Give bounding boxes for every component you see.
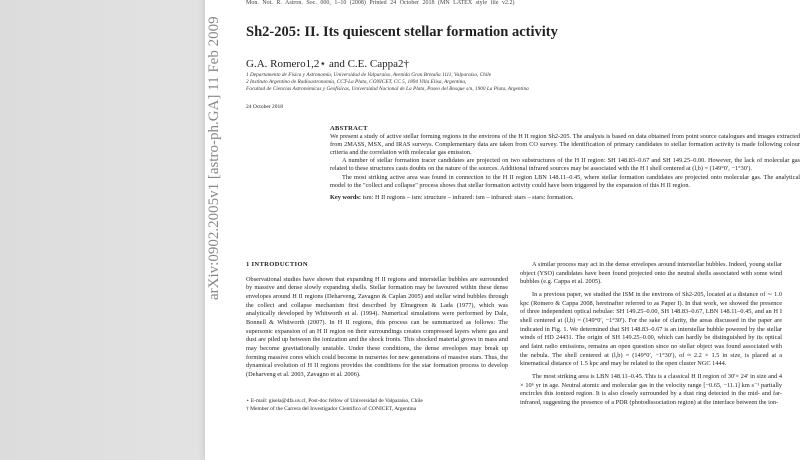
affiliation: 1 Departamento de Física y Astronomía, Universidad de Valparaíso, Avenida Gran Bretaña 1111, Valparaíso, Chile <box>246 72 492 78</box>
footnote: ⋆ E-mail: gisela@dfa.uv.cl, Post-doc fellow of Universidad de Valparaíso, Chile <box>246 398 423 404</box>
affiliation: Facultad de Ciencias Astronómicas y Geofísicas, Universidad Nacional de La Plata, Paseo del Bosque s/n, 1900 La Plata, Argentina <box>246 86 529 92</box>
body-paragraph: The most striking area is LBN 148.11–0.45. This is a classical H II region of 30′× 24′ in size and 4 × 10⁶ yr in age. Neutral atomic and molecular gas in the velocity range [−0.65, −11.1] km s⁻¹ partially encircles this ionized region. It is also closely surrounded by a dust ring detected in the mid- and far-infrared, suggesting the presence of a PDR (photodissociation region) at the interface between the ion- <box>520 372 782 406</box>
left-column <box>246 261 508 384</box>
abstract-paragraph: A number of stellar formation tracer candidates are projected on two substructures of the H II region: SH 148.83–0.67 and SH 149.25–0.00. However, the lack of molecular gas related to these structures casts doubts on the nature of the sources. Additional infrared sources may be associated with the H I shell centered at (l,b) = (149°0′, −1°30′). <box>330 157 800 173</box>
abstract-heading: ABSTRACT <box>330 125 368 132</box>
keywords-text: ism: H II regions – ism: structure – infrared: ism – infrared: stars – stars: formation. <box>362 193 574 201</box>
running-header: Mon. Not. R. Astron. Soc. 000, 1–10 (2008) Printed 24 October 2018 (MN LATEX style file v2.2) <box>246 0 515 6</box>
abstract-paragraph: We present a study of active stellar forming regions in the environs of the H II region Sh2-205. The analysis is based on data obtained from point source catalogues and images extracted from 2MASS, MSX, and IRAS surveys. Complementary data are taken from CO survey. The identification of primary candidates to stellar formation activity is made following colour criteria and the correlation with molecular gas emission. <box>330 133 800 157</box>
abstract-paragraph: The most striking active area was found in connection to the H II region LBN 148.11–0.45, where stellar formation candidates are projected onto molecular gas. The analytical model to the "collect and collapse" process shows that stellar formation activity could have been triggered by the expansion of this H II region. <box>330 173 800 189</box>
keywords <box>330 194 800 202</box>
arxiv-stamp: arXiv:0902.2005v1 [astro-ph.GA] 11 Feb 2009 <box>206 16 222 300</box>
abstract <box>330 125 800 202</box>
affiliation: 2 Instituto Argentino de Radioastronomía, CCT-La Plata, CONICET, CC 5, 1894 Villa Elisa, Argentina, <box>246 79 467 85</box>
body-paragraph: A similar process may act in the dense envelopes around interstellar bubbles. Indeed, young stellar object (YSO) candidates have been found projected onto the neutral shells associated with some wind bubbles (e.g. Cappa et al. 2005). <box>520 261 782 286</box>
date: 24 October 2018 <box>246 104 283 110</box>
footnote: † Member of the Carrera del Investigador Científico of CONICET, Argentina <box>246 406 417 413</box>
paper-title: Sh2-205: II. Its quiescent stellar formation activity <box>246 24 558 40</box>
authors: G.A. Romero1,2⋆ and C.E. Cappa2† <box>246 58 410 70</box>
footnotes <box>246 398 508 415</box>
body-paragraph: Observational studies have shown that expanding H II regions and interstellar bubbles are surrounded by massive and dense slowly expanding shells. Stellar formation may be favoured within these dense envelopes around H II regions (Deharveng, Zavagno & Caplan 2005) and stellar wind bubbles through the collect and collapse mechanism first described by Elmegreen & Lada (1977), which was analytically developed by Whitworth et al. (1994). Numerical simulations were performed by Dale, Bonnell & Whitworth (2007). In H II regions, this process can be summarized as follows: The supersonic expansion of an H II region on their surroundings creates compressed layers where gas and dust are piled up between the ionization and the shock fronts. This shocked material grows in mass and may become gravitationally unstable. Under these conditions, the dense envelopes may break up forming massive cores which could become in nurseries for new generations of massive stars. Thus, the dynamical evolution of H II regions provides the conditions for the star formation process to develop (Deharveng et al. 2003, Zavagno et al. 2006). <box>246 275 508 378</box>
keywords-label: Key words: <box>330 193 361 201</box>
right-column <box>520 261 782 412</box>
body-paragraph: In a previous paper, we studied the ISM in the environs of Sh2-205, located at a distance of ∼ 1.0 kpc (Romero & Cappa 2008, hereinafter referred to as Paper I). In that work, we showed the presence of three independent optical nebulae: SH 149.25–0.00, SH 148.83–0.67, LBN 148.11–0.45, and an H I shell centered at (l,b) = (149°0′, −1°30′). For the sake of clarity, the areas discussed in the paper are indicated in Fig. 1. We determined that SH 148.83–0.67 is an interstellar bubble powered by the stellar winds of HD 24431. The origin of SH 149.25–0.00, which can hardly be distinguished by its optical and faint radio emissions, remains an open question since no stellar object was found associated with the nebula. The shell centered at (l,b) = (149°0′, −1°30′), of ≈ 2.2 × 1.5 in size, is placed at a kinematical distance of 1.5 kpc and may be related to the open cluster NGC 1444. <box>520 290 782 368</box>
section-heading: 1 INTRODUCTION <box>246 261 308 268</box>
